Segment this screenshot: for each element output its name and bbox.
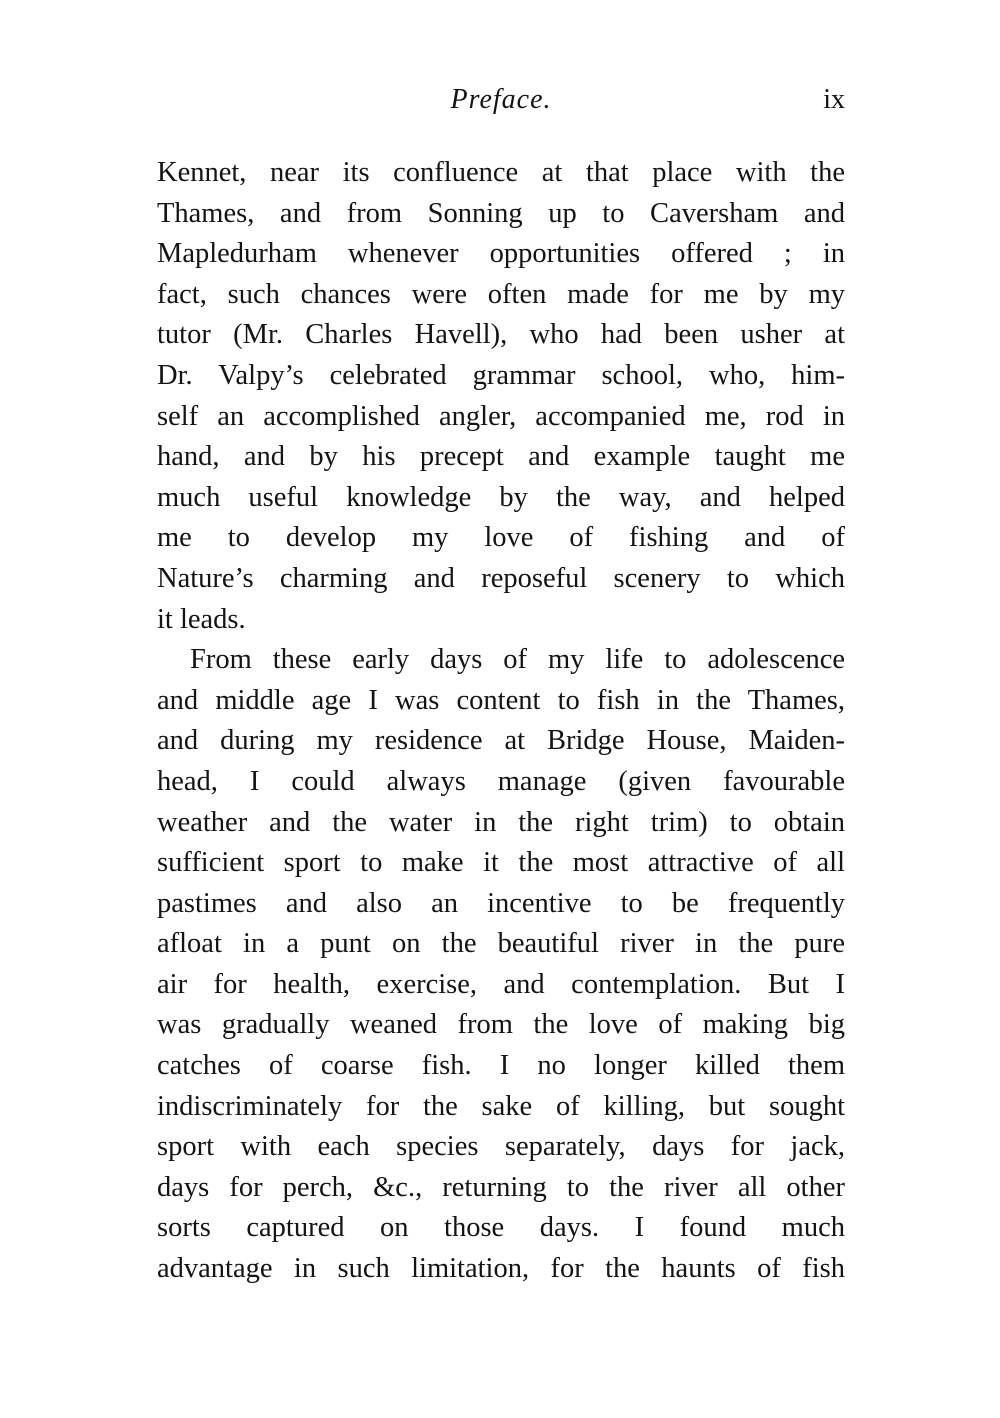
text-line: Dr. Valpy’s celebrated grammar school, who, him- (157, 359, 845, 391)
text-line: indiscriminately for the sake of killing, but sought (157, 1090, 845, 1122)
text-line: sport with each species separately, days for jack, (157, 1131, 845, 1163)
text-line: self an accomplished angler, accompanied me, rod in (157, 400, 845, 432)
text-line: days for perch, &c., returning to the river all other (157, 1171, 845, 1203)
text-line: catches of coarse fish. I no longer killed them (157, 1050, 845, 1082)
text-line: hand, and by his precept and example taught me (157, 441, 845, 473)
body-text (157, 153, 845, 1290)
text-line: weather and the water in the right trim) to obtain (157, 806, 845, 838)
paragraph-1 (157, 153, 845, 640)
text-line: air for health, exercise, and contemplation. But I (157, 968, 845, 1000)
text-line: and during my residence at Bridge House, Maiden- (157, 725, 845, 757)
text-line: Mapledurham whenever opportunities offered ; in (157, 238, 845, 270)
text-line: sufficient sport to make it the most attractive of all (157, 847, 845, 879)
text-line: Kennet, near its confluence at that place with the (157, 157, 845, 188)
text-line: afloat in a punt on the beautiful river in the pure (157, 928, 845, 960)
text-line: advantage in such limitation, for the haunts of fish (157, 1253, 845, 1285)
text-line: it leads. (157, 603, 246, 635)
text-line: was gradually weaned from the love of making big (157, 1009, 845, 1041)
text-line: From these early days of my life to adolescence (190, 644, 845, 676)
text-line: tutor (Mr. Charles Havell), who had been usher at (157, 319, 845, 351)
text-line: pastimes and also an incentive to be frequently (157, 887, 845, 919)
page-header (157, 84, 845, 124)
text-line: head, I could always manage (given favourable (157, 765, 845, 797)
text-line: sorts captured on those days. I found much (157, 1212, 845, 1244)
text-line: fact, such chances were often made for me by my (157, 278, 845, 310)
text-line: Nature’s charming and reposeful scenery to which (157, 562, 845, 594)
text-line: much useful knowledge by the way, and helped (157, 481, 845, 513)
page-number: ix (823, 84, 845, 115)
paragraph-2 (157, 640, 845, 1290)
text-line: and middle age I was content to fish in the Thames, (157, 684, 845, 716)
text-line: Thames, and from Sonning up to Caversham and (157, 197, 845, 229)
running-title: Preface. (450, 84, 552, 115)
text-line: me to develop my love of fishing and of (157, 522, 845, 554)
